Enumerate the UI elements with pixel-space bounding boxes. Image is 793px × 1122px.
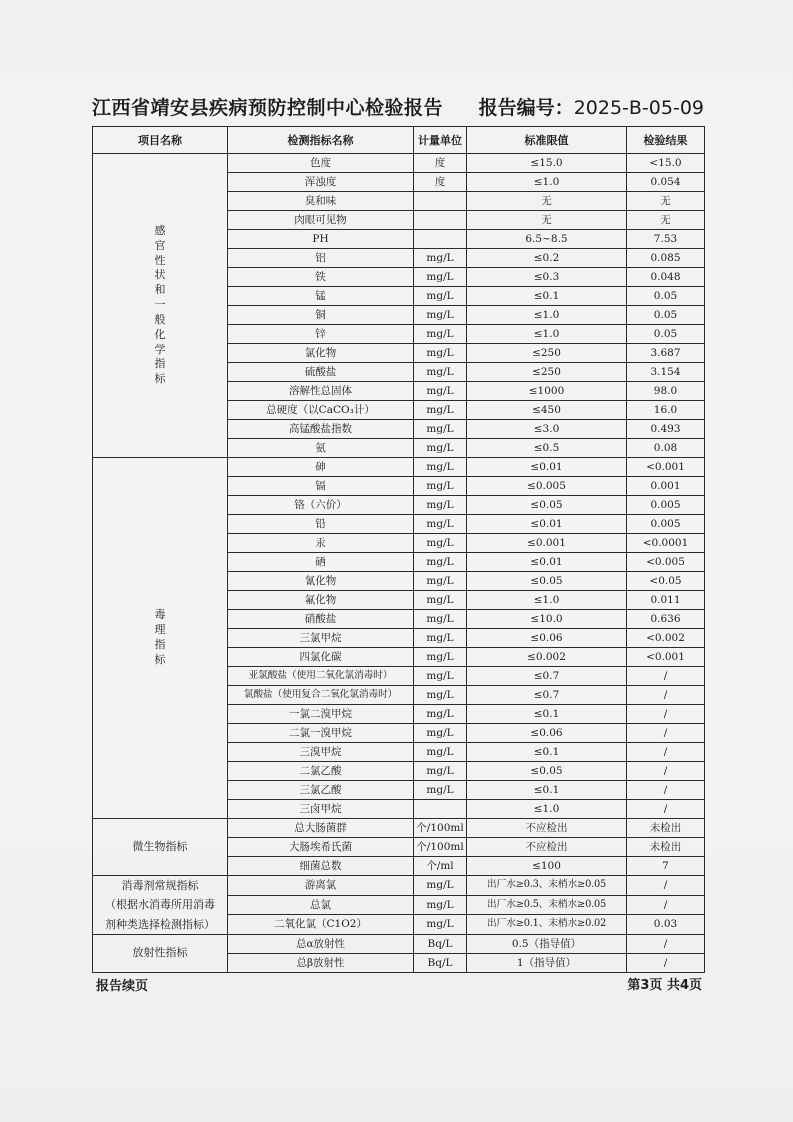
indicator-name: 氨 bbox=[228, 439, 414, 458]
unit-cell: mg/L bbox=[414, 781, 467, 800]
unit-cell: mg/L bbox=[414, 496, 467, 515]
limit-cell: 1（指导值） bbox=[467, 953, 627, 972]
indicator-name: 铜 bbox=[228, 306, 414, 325]
limit-cell: 出厂水≥0.5、末梢水≥0.05 bbox=[467, 895, 627, 915]
indicator-name: 硫酸盐 bbox=[228, 363, 414, 382]
indicator-name: 硝酸盐 bbox=[228, 610, 414, 629]
result-cell: 0.08 bbox=[627, 439, 705, 458]
table-row bbox=[93, 934, 705, 953]
indicator-name: PH bbox=[228, 230, 414, 249]
unit-cell: mg/L bbox=[414, 724, 467, 743]
unit-cell: mg/L bbox=[414, 477, 467, 496]
result-cell: 0.05 bbox=[627, 287, 705, 306]
indicator-name: 三氯甲烷 bbox=[228, 629, 414, 648]
unit-cell: mg/L bbox=[414, 572, 467, 591]
result-cell: 16.0 bbox=[627, 401, 705, 420]
table-header-row bbox=[93, 127, 705, 154]
unit-cell bbox=[414, 230, 467, 249]
table-row bbox=[93, 876, 705, 896]
result-cell: <0.001 bbox=[627, 648, 705, 667]
limit-cell: ≤0.01 bbox=[467, 553, 627, 572]
unit-cell: mg/L bbox=[414, 915, 467, 935]
limit-cell: ≤0.06 bbox=[467, 724, 627, 743]
result-cell: / bbox=[627, 953, 705, 972]
unit-cell: mg/L bbox=[414, 515, 467, 534]
limit-cell: ≤0.7 bbox=[467, 686, 627, 705]
table-row bbox=[93, 154, 705, 173]
indicator-name: 氯化物 bbox=[228, 344, 414, 363]
result-cell: / bbox=[627, 895, 705, 915]
limit-cell: 0.5（指导值） bbox=[467, 934, 627, 953]
result-cell: / bbox=[627, 934, 705, 953]
result-cell: <0.001 bbox=[627, 458, 705, 477]
result-cell: / bbox=[627, 876, 705, 896]
category-name: 微生物指标 bbox=[132, 839, 188, 853]
indicator-name: 二氯乙酸 bbox=[228, 762, 414, 781]
indicator-name: 四氯化碳 bbox=[228, 648, 414, 667]
result-cell: 7.53 bbox=[627, 230, 705, 249]
table-row bbox=[93, 819, 705, 838]
indicator-name: 三卤甲烷 bbox=[228, 800, 414, 819]
limit-cell: 出厂水≥0.1、末梢水≥0.02 bbox=[467, 915, 627, 935]
limit-cell: ≤0.1 bbox=[467, 287, 627, 306]
unit-cell: mg/L bbox=[414, 629, 467, 648]
indicator-name: 锰 bbox=[228, 287, 414, 306]
category-name-line: 剂种类选择检测指标） bbox=[105, 917, 215, 931]
report-header bbox=[92, 93, 704, 123]
indicator-name: 三溴甲烷 bbox=[228, 743, 414, 762]
unit-cell: mg/L bbox=[414, 876, 467, 896]
results-table bbox=[92, 126, 705, 973]
result-cell: / bbox=[627, 800, 705, 819]
unit-cell bbox=[414, 800, 467, 819]
unit-cell: mg/L bbox=[414, 610, 467, 629]
limit-cell: ≤450 bbox=[467, 401, 627, 420]
limit-cell: ≤1000 bbox=[467, 382, 627, 401]
indicator-name: 浑浊度 bbox=[228, 173, 414, 192]
result-cell: <0.05 bbox=[627, 572, 705, 591]
unit-cell: mg/L bbox=[414, 762, 467, 781]
limit-cell: ≤10.0 bbox=[467, 610, 627, 629]
limit-cell: 不应检出 bbox=[467, 819, 627, 838]
result-cell: / bbox=[627, 686, 705, 705]
unit-cell: mg/L bbox=[414, 420, 467, 439]
unit-cell: Bq/L bbox=[414, 953, 467, 972]
limit-cell: ≤0.2 bbox=[467, 249, 627, 268]
unit-cell: mg/L bbox=[414, 382, 467, 401]
result-cell: 0.05 bbox=[627, 325, 705, 344]
limit-cell: 无 bbox=[467, 192, 627, 211]
footer-page-number: 第3页 共4页 bbox=[627, 978, 702, 993]
limit-cell: ≤0.005 bbox=[467, 477, 627, 496]
limit-cell: ≤100 bbox=[467, 857, 627, 876]
category-name: 感官性状和一般化学指标 bbox=[154, 223, 166, 386]
unit-cell: mg/L bbox=[414, 648, 467, 667]
unit-cell: mg/L bbox=[414, 534, 467, 553]
unit-cell: 个/100ml bbox=[414, 819, 467, 838]
indicator-name: 总α放射性 bbox=[228, 934, 414, 953]
limit-cell: ≤0.1 bbox=[467, 705, 627, 724]
indicator-name: 一氯二溴甲烷 bbox=[228, 705, 414, 724]
col-header-indicator: 检测指标名称 bbox=[228, 127, 414, 154]
unit-cell: Bq/L bbox=[414, 934, 467, 953]
report-number-value: 2025-B-05-09 bbox=[573, 97, 704, 119]
category-cell bbox=[93, 934, 228, 972]
result-cell: <0.005 bbox=[627, 553, 705, 572]
category-cell bbox=[93, 819, 228, 876]
unit-cell: mg/L bbox=[414, 686, 467, 705]
result-cell: / bbox=[627, 743, 705, 762]
unit-cell: mg/L bbox=[414, 458, 467, 477]
result-cell: 7 bbox=[627, 857, 705, 876]
limit-cell: 6.5~8.5 bbox=[467, 230, 627, 249]
indicator-name: 亚氯酸盐（使用二氧化氯消毒时） bbox=[228, 667, 414, 686]
result-cell: 未检出 bbox=[627, 819, 705, 838]
unit-cell: mg/L bbox=[414, 743, 467, 762]
indicator-name: 三氯乙酸 bbox=[228, 781, 414, 800]
col-header-category: 项目名称 bbox=[93, 127, 228, 154]
category-name: 放射性指标 bbox=[132, 945, 188, 959]
table-body bbox=[93, 154, 705, 973]
indicator-name: 臭和味 bbox=[228, 192, 414, 211]
indicator-name: 锌 bbox=[228, 325, 414, 344]
limit-cell: ≤0.05 bbox=[467, 572, 627, 591]
result-cell: 未检出 bbox=[627, 838, 705, 857]
table-row bbox=[93, 458, 705, 477]
indicator-name: 铅 bbox=[228, 515, 414, 534]
report-number-label: 报告编号： bbox=[478, 97, 574, 119]
limit-cell: ≤0.05 bbox=[467, 762, 627, 781]
result-cell: / bbox=[627, 724, 705, 743]
limit-cell: ≤250 bbox=[467, 344, 627, 363]
indicator-name: 铝 bbox=[228, 249, 414, 268]
limit-cell: ≤3.0 bbox=[467, 420, 627, 439]
limit-cell: ≤0.001 bbox=[467, 534, 627, 553]
limit-cell: ≤1.0 bbox=[467, 800, 627, 819]
limit-cell: ≤0.7 bbox=[467, 667, 627, 686]
indicator-name: 细菌总数 bbox=[228, 857, 414, 876]
category-cell bbox=[93, 876, 228, 935]
unit-cell: mg/L bbox=[414, 553, 467, 572]
unit-cell: 个/ml bbox=[414, 857, 467, 876]
result-cell: 3.154 bbox=[627, 363, 705, 382]
category-cell bbox=[93, 458, 228, 819]
result-cell: 3.687 bbox=[627, 344, 705, 363]
result-cell: <0.0001 bbox=[627, 534, 705, 553]
result-cell: 0.636 bbox=[627, 610, 705, 629]
indicator-name: 汞 bbox=[228, 534, 414, 553]
limit-cell: ≤0.06 bbox=[467, 629, 627, 648]
unit-cell: 度 bbox=[414, 154, 467, 173]
result-cell: / bbox=[627, 705, 705, 724]
indicator-name: 溶解性总固体 bbox=[228, 382, 414, 401]
category-name-line: （根据水消毒所用消毒 bbox=[105, 898, 215, 912]
unit-cell bbox=[414, 211, 467, 230]
category-name: 毒理指标 bbox=[154, 608, 166, 666]
result-cell: 0.085 bbox=[627, 249, 705, 268]
indicator-name: 大肠埃希氏菌 bbox=[228, 838, 414, 857]
indicator-name: 总大肠菌群 bbox=[228, 819, 414, 838]
indicator-name: 总氯 bbox=[228, 895, 414, 915]
indicator-name: 高锰酸盐指数 bbox=[228, 420, 414, 439]
indicator-name: 砷 bbox=[228, 458, 414, 477]
indicator-name: 硒 bbox=[228, 553, 414, 572]
indicator-name: 氰化物 bbox=[228, 572, 414, 591]
result-cell: 0.05 bbox=[627, 306, 705, 325]
unit-cell: mg/L bbox=[414, 306, 467, 325]
unit-cell: mg/L bbox=[414, 268, 467, 287]
indicator-name: 总硬度（以CaCO₃计） bbox=[228, 401, 414, 420]
limit-cell: ≤0.05 bbox=[467, 496, 627, 515]
limit-cell: ≤0.1 bbox=[467, 781, 627, 800]
limit-cell: 不应检出 bbox=[467, 838, 627, 857]
unit-cell: mg/L bbox=[414, 363, 467, 382]
unit-cell: 度 bbox=[414, 173, 467, 192]
indicator-name: 游离氯 bbox=[228, 876, 414, 896]
indicator-name: 色度 bbox=[228, 154, 414, 173]
limit-cell: ≤0.002 bbox=[467, 648, 627, 667]
indicator-name: 氯酸盐（使用复合二氧化氯消毒时） bbox=[228, 686, 414, 705]
result-cell: 0.005 bbox=[627, 515, 705, 534]
category-name-line: 消毒剂常规指标 bbox=[121, 879, 199, 892]
result-cell: 0.048 bbox=[627, 268, 705, 287]
indicator-name: 总β放射性 bbox=[228, 953, 414, 972]
unit-cell: mg/L bbox=[414, 249, 467, 268]
unit-cell bbox=[414, 192, 467, 211]
limit-cell: ≤1.0 bbox=[467, 325, 627, 344]
limit-cell: ≤0.01 bbox=[467, 458, 627, 477]
result-cell: / bbox=[627, 667, 705, 686]
unit-cell: mg/L bbox=[414, 439, 467, 458]
result-cell: 0.493 bbox=[627, 420, 705, 439]
limit-cell: ≤0.1 bbox=[467, 743, 627, 762]
unit-cell: mg/L bbox=[414, 705, 467, 724]
result-cell: 0.03 bbox=[627, 915, 705, 935]
col-header-unit: 计量单位 bbox=[414, 127, 467, 154]
unit-cell: mg/L bbox=[414, 287, 467, 306]
indicator-name: 肉眼可见物 bbox=[228, 211, 414, 230]
indicator-name: 铁 bbox=[228, 268, 414, 287]
result-cell: 无 bbox=[627, 192, 705, 211]
limit-cell: ≤15.0 bbox=[467, 154, 627, 173]
indicator-name: 二氧化氯（C1O2） bbox=[228, 915, 414, 935]
unit-cell: mg/L bbox=[414, 591, 467, 610]
unit-cell: mg/L bbox=[414, 667, 467, 686]
limit-cell: ≤1.0 bbox=[467, 591, 627, 610]
indicator-name: 铬（六价） bbox=[228, 496, 414, 515]
result-cell: / bbox=[627, 781, 705, 800]
unit-cell: mg/L bbox=[414, 325, 467, 344]
result-cell: <0.002 bbox=[627, 629, 705, 648]
limit-cell: ≤0.3 bbox=[467, 268, 627, 287]
col-header-result: 检验结果 bbox=[627, 127, 705, 154]
result-cell: 0.001 bbox=[627, 477, 705, 496]
unit-cell: 个/100ml bbox=[414, 838, 467, 857]
unit-cell: mg/L bbox=[414, 895, 467, 915]
indicator-name: 二氯一溴甲烷 bbox=[228, 724, 414, 743]
category-cell bbox=[93, 154, 228, 458]
limit-cell: ≤250 bbox=[467, 363, 627, 382]
result-cell: 98.0 bbox=[627, 382, 705, 401]
footer-continuation: 报告续页 bbox=[96, 979, 149, 994]
report-number bbox=[479, 93, 704, 120]
limit-cell: 出厂水≥0.3、末梢水≥0.05 bbox=[467, 876, 627, 896]
result-cell: <15.0 bbox=[627, 154, 705, 173]
col-header-limit: 标准限值 bbox=[467, 127, 627, 154]
result-cell: 0.011 bbox=[627, 591, 705, 610]
unit-cell: mg/L bbox=[414, 344, 467, 363]
result-cell: 0.054 bbox=[627, 173, 705, 192]
limit-cell: ≤1.0 bbox=[467, 306, 627, 325]
result-cell: 0.005 bbox=[627, 496, 705, 515]
result-cell: / bbox=[627, 762, 705, 781]
report-title: 江西省靖安县疾病预防控制中心检验报告 bbox=[92, 97, 444, 119]
indicator-name: 镉 bbox=[228, 477, 414, 496]
result-cell: 无 bbox=[627, 211, 705, 230]
limit-cell: ≤0.5 bbox=[467, 439, 627, 458]
limit-cell: ≤0.01 bbox=[467, 515, 627, 534]
unit-cell: mg/L bbox=[414, 401, 467, 420]
limit-cell: ≤1.0 bbox=[467, 173, 627, 192]
limit-cell: 无 bbox=[467, 211, 627, 230]
indicator-name: 氟化物 bbox=[228, 591, 414, 610]
